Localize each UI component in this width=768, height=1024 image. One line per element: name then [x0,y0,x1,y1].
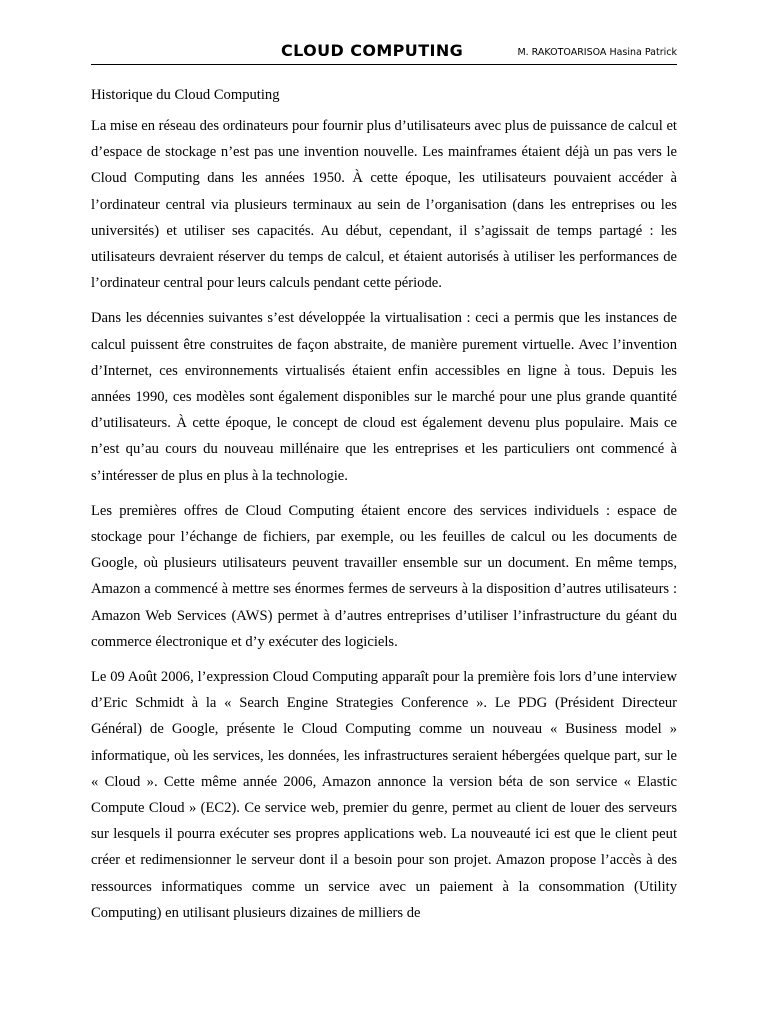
header-author: M. RAKOTOARISOA Hasina Patrick [517,47,677,58]
section-heading: Historique du Cloud Computing [91,87,280,103]
paragraph: Les premières offres de Cloud Computing étaient encore des services individuels : espace de stockage pour l’échange de fichiers, par exemple, ou les feuilles de calcul ou les documents de Google, où plusieurs utilisateurs peuvent travailler ensemble sur un document. En même temps, Amazon a commencé à mettre ses énormes fermes de serveurs à la disposition d’autres utilisateurs : Amazon Web Services (AWS) permet à d’autres entreprises d’utiliser l’infrastructure du géant du commerce électronique et d’y exécuter des logiciels. [91,502,677,650]
document-body [91,85,677,935]
paragraph: La mise en réseau des ordinateurs pour fournir plus d’utilisateurs avec plus de puissance de calcul et d’espace de stockage n’est pas une invention nouvelle. Les mainframes étaient déjà un pas vers le Cloud Computing dans les années 1950. À cette époque, les utilisateurs pouvaient accéder à l’ordinateur central via plusieurs terminaux au sein de l’organisation (dans les entreprises ou les universités) et utiliser ses capacités. Au début, cependant, il s’agissait de temps partagé : les utilisateurs devraient réserver du temps de calcul, et étaient autorisés à utiliser les performances de l’ordinateur central pour leurs calculs pendant cette période. [91,118,677,292]
paragraph: Le 09 Août 2006, l’expression Cloud Computing apparaît pour la première fois lors d’une interview d’Eric Schmidt à la « Search Engine Strategies Conference ». Le PDG (Président Directeur Général) de Google, présente le Cloud Computing comme un nouveau « Business model » informatique, où les services, les données, les infrastructures seraient hébergées quelque part, sur le « Cloud ». Cette même année 2006, Amazon annonce la version béta de son service « Elastic Compute Cloud » (EC2). Ce service web, premier du genre, permet au client de louer des serveurs sur lesquels il pourra exécuter ses propres applications web. La nouveauté ici est que le client peut créer et redimensionner le serveur dont il a besoin pour son projet. Amazon propose l’accès à des ressources informatiques comme un service avec un paiement à la consommation (Utility Computing) en utilisant plusieurs dizaines de milliers de [91,669,677,921]
page-header [91,40,677,65]
paragraph: Dans les décennies suivantes s’est développée la virtualisation : ceci a permis que les instances de calcul puissent être construites de façon abstraite, de manière purement virtuelle. Avec l’invention d’Internet, ces environnements virtualisés étaient enfin accessibles en ligne à tous. Depuis les années 1990, ces modèles sont également disponibles sur le marché pour une plus grande quantité d’utilisateurs. À cette époque, le concept de cloud est également devenu plus populaire. Mais ce n’est qu’au cours du nouveau millénaire que les entreprises et les particuliers ont commencé à s’intéresser de plus en plus à la technologie. [91,310,677,484]
header-title: CLOUD COMPUTING [281,41,464,60]
